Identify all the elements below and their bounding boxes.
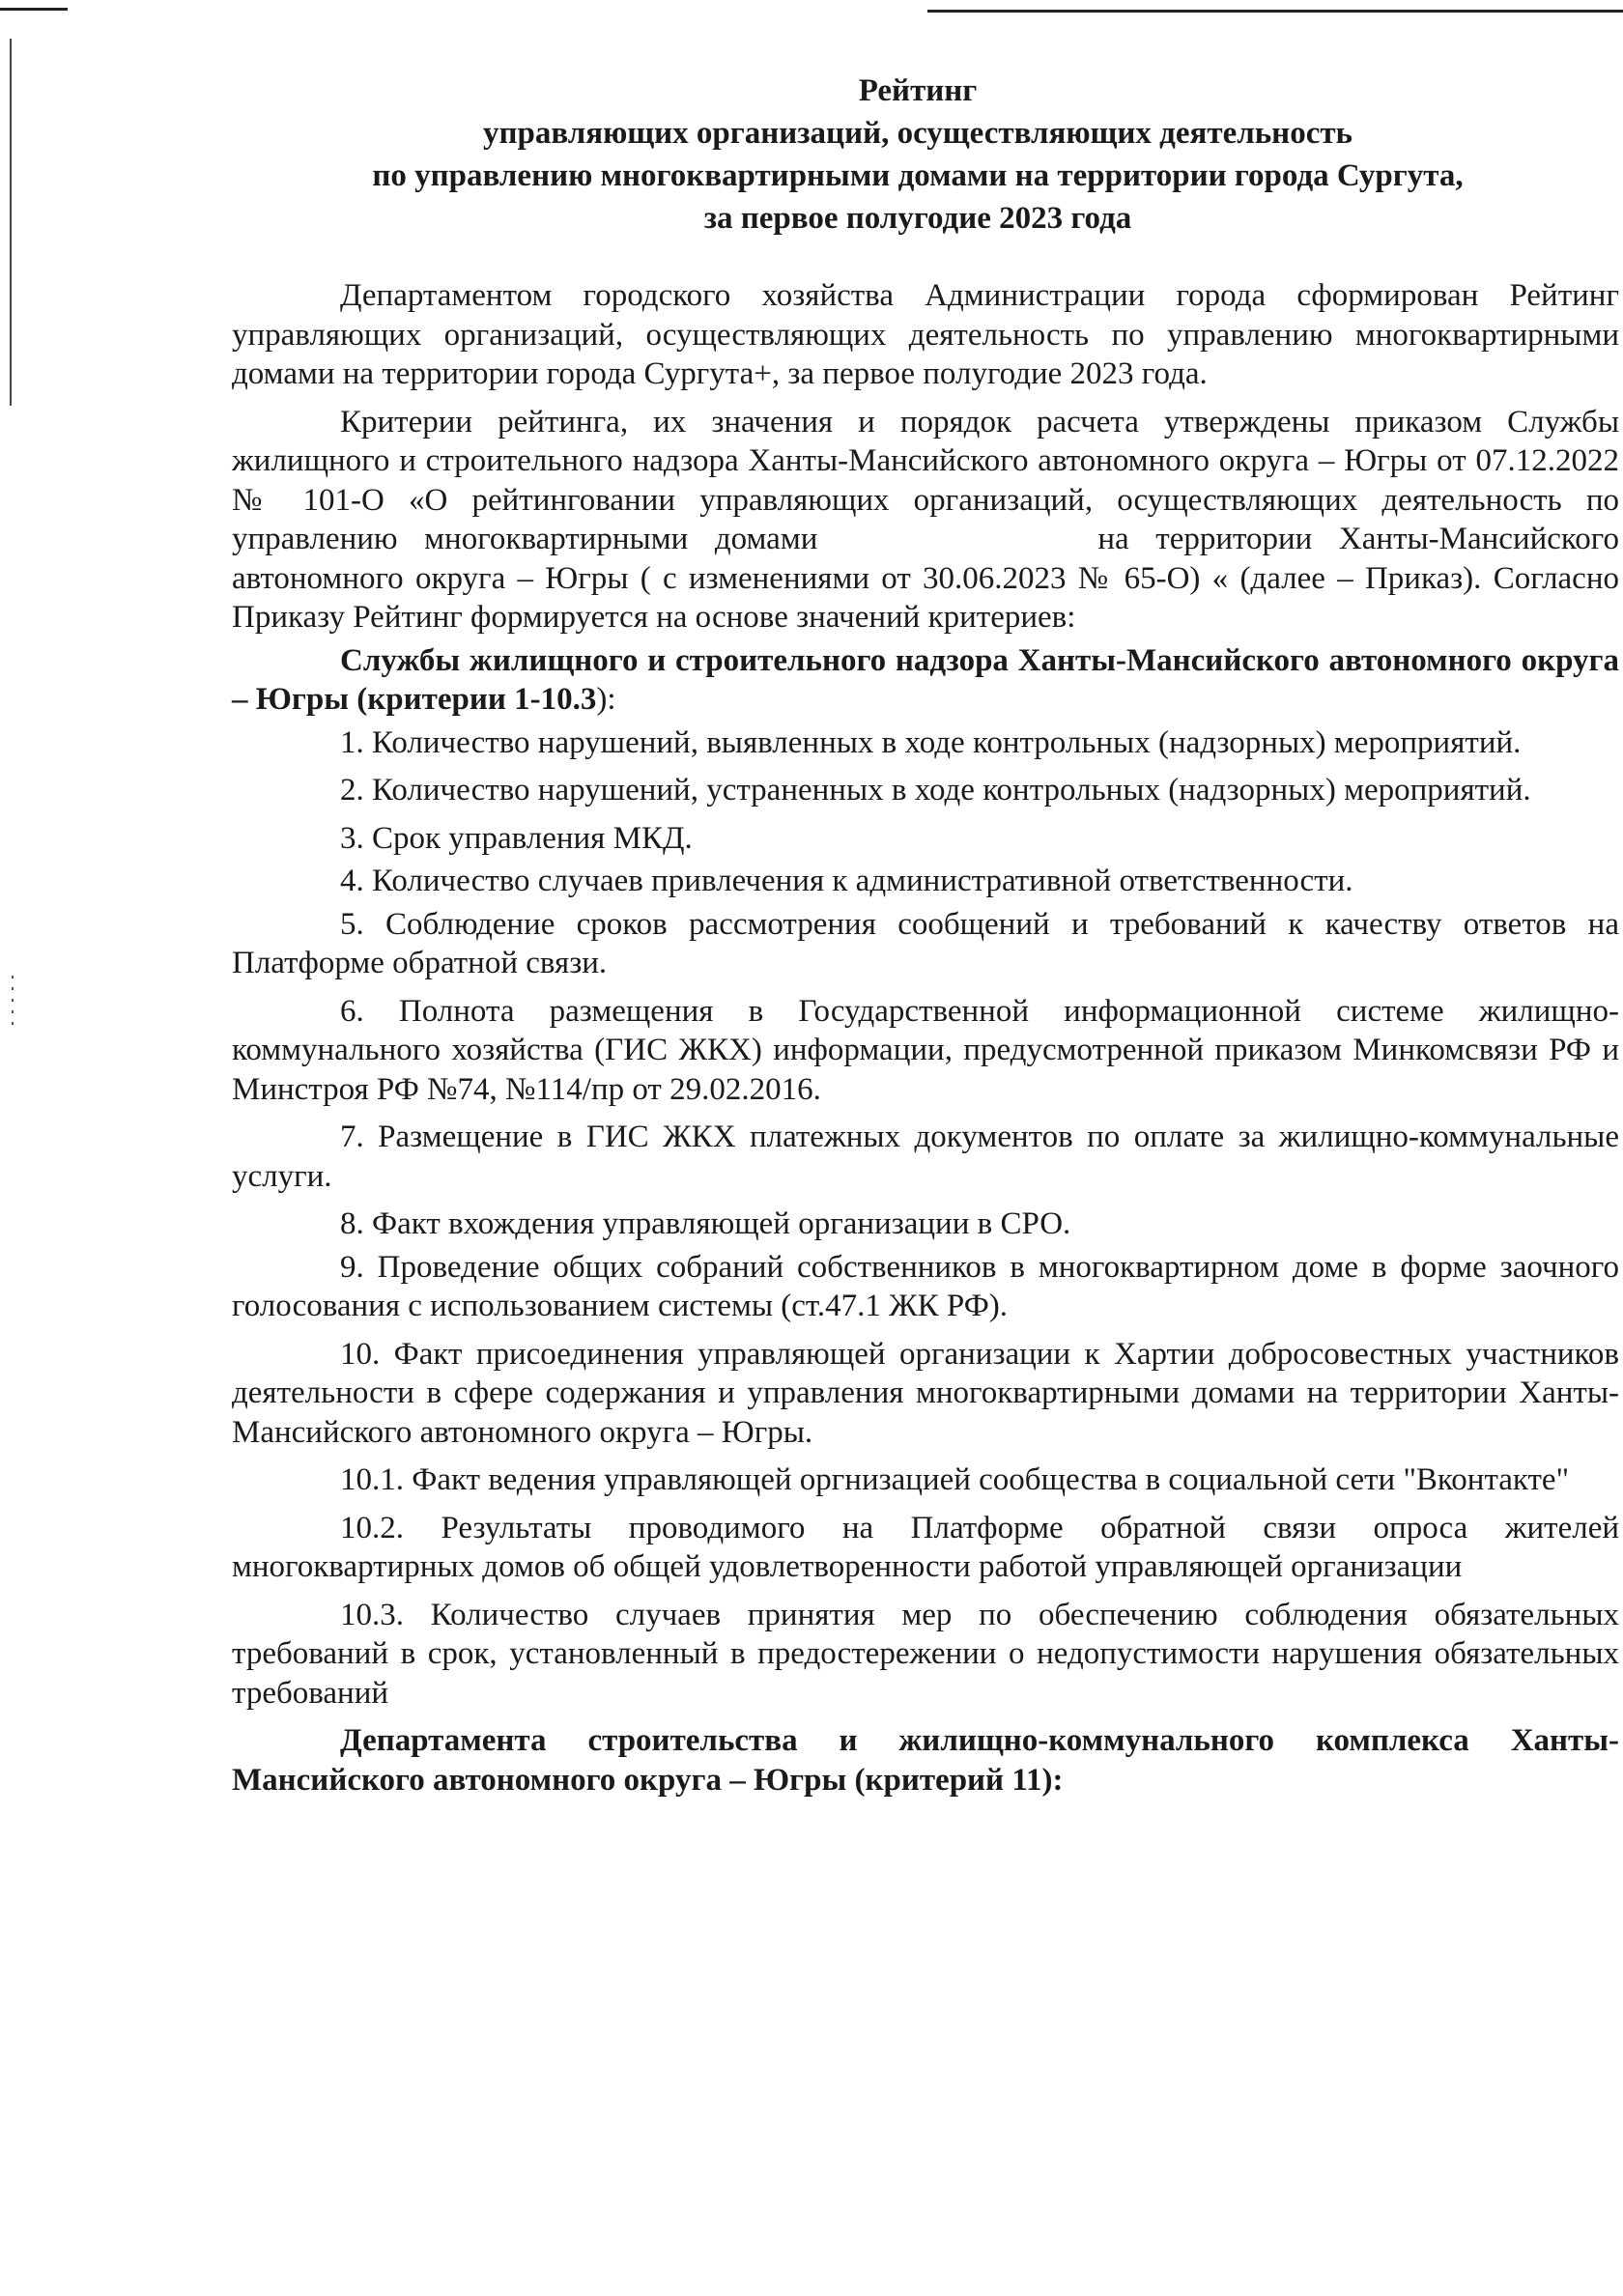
intro-paragraph: Департаментом городского хозяйства Администрации города сформирован Рейтинг управляющих организаций, осуществляющих деятельность по управлению многоквартирными домами на территории города Сургута+, за первое полугодие 2023 года. [232,278,1619,391]
scan-edge-mark [10,39,12,406]
title-line: Рейтинг [858,73,978,108]
criterion-item: 2. Количество нарушений, устраненных в ходе контрольных (надзорных) мероприятий. [340,773,1531,808]
criterion-item: 10.3. Количество случаев принятия мер по обеспечению соблюдения обязательных требований в срок, установленный в предостережении о недопустимости нарушения обязательных требований [232,1597,1619,1711]
criterion-item: 10.1. Факт ведения управляющей оргнизацией сообщества в социальной сети "Вконтакте" [340,1462,1570,1497]
criterion-item: 5. Соблюдение сроков рассмотрения сообщений и требований к качеству ответов на Платформе обратной связи. [232,906,1619,980]
section-heading-bold: Службы жилищного и строительного надзора Ханты-Мансийского автономного округа – Югры (критерии 1-10.3 [232,642,1619,717]
section-heading [232,641,1619,720]
criterion-item: 10.2. Результаты проводимого на Платформе обратной связи опроса жителей многоквартирных домов об общей удовлетворенности работой управляющей организации [232,1510,1619,1584]
title-line: по управлению многоквартирными домами на территории города Сургута, [372,158,1464,193]
scan-edge-mark [927,10,1623,13]
criterion-item: 10. Факт присоединения управляющей организации к Хартии добросовестных участников деятельности в сфере содержания и управления многоквартирными домами на территории Ханты-Мансийского автономного округа – Югры. [232,1336,1619,1450]
scan-specks [12,976,14,1034]
document-body [232,276,1619,1808]
criteria-basis-paragraph [232,403,1619,638]
section-heading-tail: ): [596,682,616,717]
criterion-item: 4. Количество случаев привлечения к административной ответственности. [340,864,1353,898]
criteria-basis-text: Критерии рейтинга, их значения и порядок расчета утверждены приказом Службы жилищного и строительного надзора Ханты-Мансийского автономного округа – Югры от 07.12.2022 № 101-О «О рейтинговании управляющих организаций, осуществляющих деятельность по управлению многоквартирными домами [232,404,1619,556]
scan-edge-mark [0,8,68,11]
document-title [251,70,1584,240]
title-line: за первое полугодие 2023 года [703,201,1132,236]
criterion-item: 9. Проведение общих собраний собственников в многоквартирном доме в форме заочного голосования с использованием системы (ст.47.1 ЖК РФ). [232,1249,1619,1323]
title-line: управляющих организаций, осуществляющих деятельность [482,116,1353,151]
criterion-item: 3. Срок управления МКД. [340,820,693,856]
criterion-item: 8. Факт вхождения управляющей организации в СРО. [340,1206,1071,1241]
criterion-item: 7. Размещение в ГИС ЖКХ платежных документов по оплате за жилищно-коммунальные услуги. [232,1120,1619,1194]
criterion-item: 1. Количество нарушений, выявленных в ходе контрольных (надзорных) мероприятий. [340,724,1522,760]
section-heading: Департамента строительства и жилищно-коммунального комплекса Ханты-Мансийского автономного округа – Югры (критерий 11): [232,1723,1619,1798]
criterion-item: 6. Полнота размещения в Государственной информационной системе жилищно-коммунального хозяйства (ГИС ЖКХ) информации, предусмотренной приказом Минкомсвязи РФ и Минстроя РФ №74, №114/пр от 29.02.2016. [232,993,1619,1107]
criteria-basis-text: на территории Ханты-Мансийского автономного округа – Югры ( с изменениями от 30.06.2023 № 65-О) « (далее – Приказ). Согласно Приказу Рейтинг формируется на основе значений критериев: [232,522,1619,635]
